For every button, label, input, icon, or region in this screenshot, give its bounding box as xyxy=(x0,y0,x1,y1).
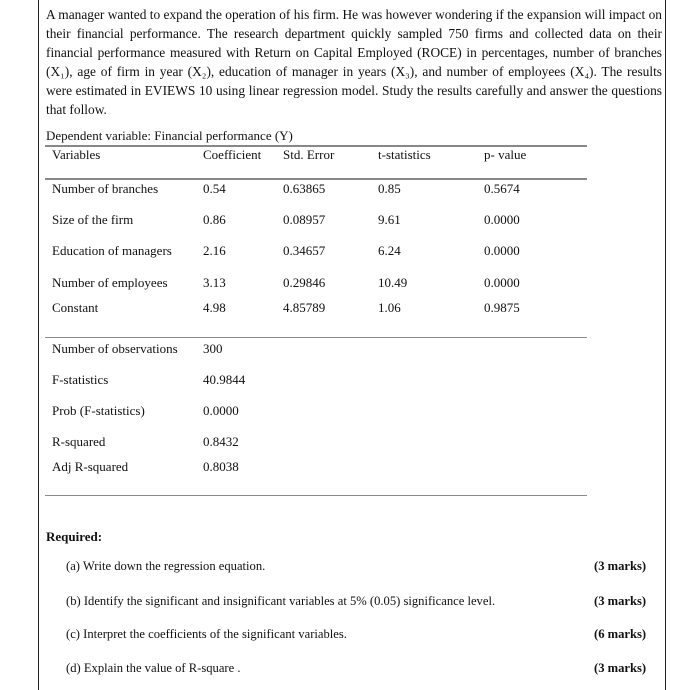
table-cell: 2.16 xyxy=(203,243,226,258)
stat-value: 40.9844 xyxy=(203,372,246,387)
question-marks: (3 marks) xyxy=(594,559,647,573)
table-cell: Number of branches xyxy=(52,181,159,196)
table-cell: 0.86 xyxy=(203,212,226,227)
table-cell: 0.34657 xyxy=(283,243,326,258)
table-cell: 0.0000 xyxy=(484,212,520,227)
table-cell: 3.13 xyxy=(203,275,226,290)
stat-value: 0.8038 xyxy=(203,459,239,474)
stat-value: 300 xyxy=(203,341,223,356)
table-cell: 0.29846 xyxy=(283,275,326,290)
question-marks: (3 marks) xyxy=(594,661,647,675)
stat-label: R-squared xyxy=(52,434,106,449)
table-cell: 0.9875 xyxy=(484,300,520,315)
table-cell: Constant xyxy=(52,300,99,315)
table-header-rule xyxy=(45,178,587,180)
stat-value: 0.8432 xyxy=(203,434,239,449)
table-mid-rule xyxy=(45,337,587,338)
question-text: (d) Explain the value of R-square . xyxy=(66,661,241,675)
table-cell: Size of the firm xyxy=(52,212,134,227)
table-cell: Number of employees xyxy=(52,275,168,290)
table-cell: 9.61 xyxy=(378,212,401,227)
intro-paragraph: A manager wanted to expand the operation of his firm. He was however wondering if the expansion will impact on their financial performance. The research department quickly sampled 750 firms and collected data on their financial performance measured with Return on Capital Employed (ROCE) in percentages, number of branches (X₁), age of firm in year (X₂), education of manager in years (X₃), and number of employees (X₄). The results were estimated in EVIEWS 10 using linear regression model. Study the results carefully and answer the questions that follow. xyxy=(46,7,662,117)
table-cell: 0.0000 xyxy=(484,243,520,258)
table-cell: 0.08957 xyxy=(283,212,326,227)
stat-label: Prob (F-statistics) xyxy=(52,403,145,418)
stat-label: Number of observations xyxy=(52,341,178,356)
stat-label: Adj R-squared xyxy=(52,459,129,474)
question-text: (a) Write down the regression equation. xyxy=(66,559,266,573)
table-bottom-rule xyxy=(45,495,587,496)
table-caption: Dependent variable: Financial performance (Y) xyxy=(46,128,293,143)
table-cell: 4.98 xyxy=(203,300,226,315)
column-header: Coefficient xyxy=(203,147,262,162)
table-cell: 10.49 xyxy=(378,275,408,290)
table-cell: 0.0000 xyxy=(484,275,520,290)
question-text: (b) Identify the significant and insignificant variables at 5% (0.05) significance level. xyxy=(66,594,496,608)
question-marks: (6 marks) xyxy=(594,627,647,641)
table-cell: 0.5674 xyxy=(484,181,520,196)
question-text: (c) Interpret the coefficients of the significant variables. xyxy=(66,627,347,641)
stat-value: 0.0000 xyxy=(203,403,239,418)
table-cell: 4.85789 xyxy=(283,300,326,315)
column-header: Variables xyxy=(52,147,101,162)
column-header: p- value xyxy=(484,147,527,162)
stat-label: F-statistics xyxy=(52,372,109,387)
table-cell: 0.54 xyxy=(203,181,226,196)
table-cell: 0.63865 xyxy=(283,181,326,196)
question-marks: (3 marks) xyxy=(594,594,647,608)
required-heading: Required: xyxy=(46,529,103,544)
table-cell: 1.06 xyxy=(378,300,401,315)
table-cell: 0.85 xyxy=(378,181,401,196)
column-header: Std. Error xyxy=(283,147,335,162)
table-cell: Education of managers xyxy=(52,243,172,258)
column-header: t-statistics xyxy=(378,147,431,162)
table-cell: 6.24 xyxy=(378,243,401,258)
